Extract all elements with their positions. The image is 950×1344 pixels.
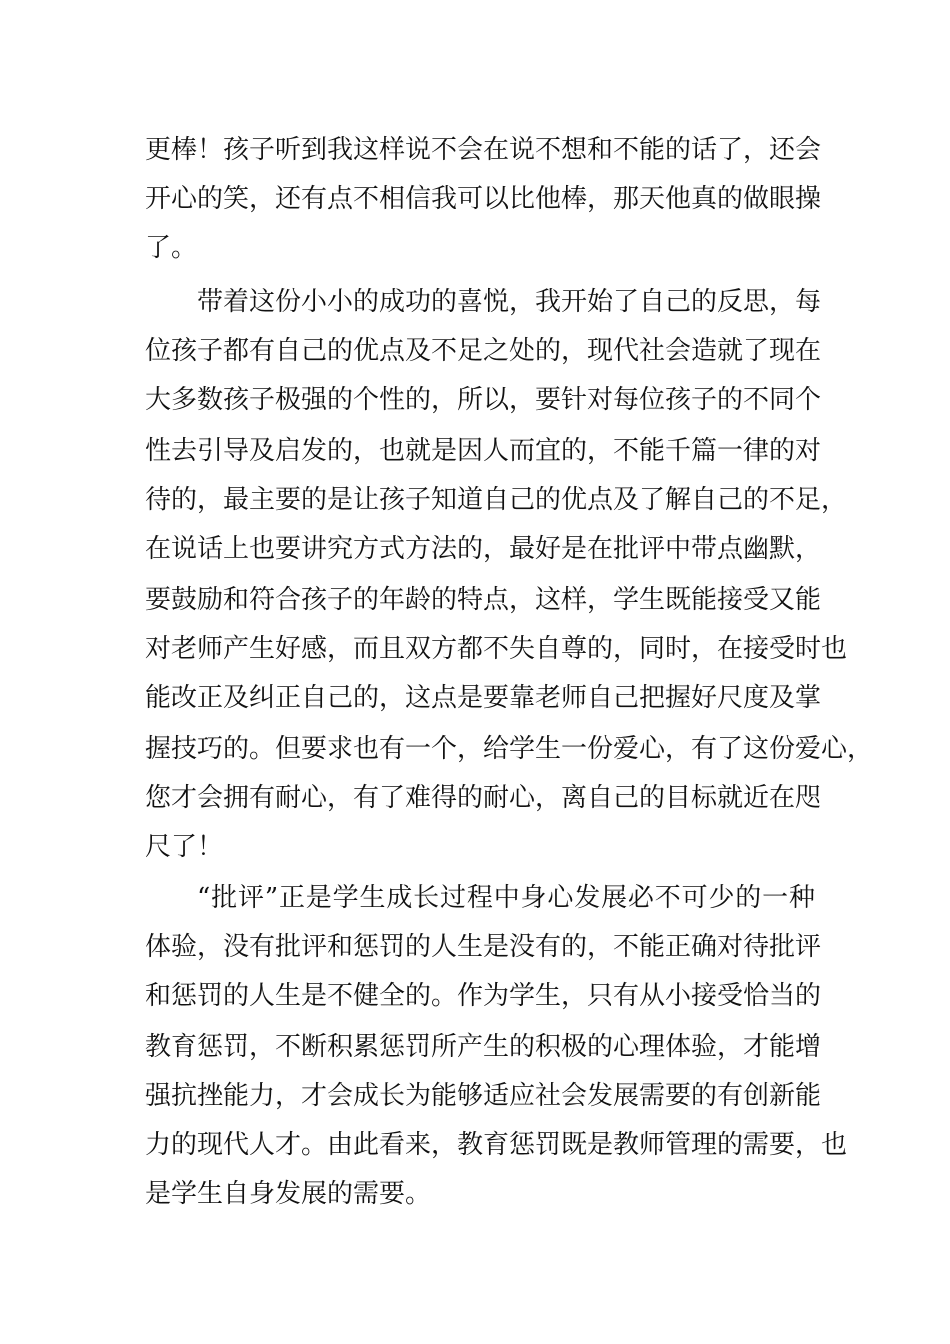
text-line: 是学生自身发展的需要。 <box>145 1179 432 1209</box>
text-line: 您才会拥有耐心，有了难得的耐心，离自己的目标就近在咫 <box>145 783 822 813</box>
text-line: 在说话上也要讲究方式方法的，最好是在批评中带点幽默， <box>145 534 822 564</box>
text-line: 力的现代人才。由此看来，教育惩罚既是教师管理的需要，也 <box>145 1130 848 1160</box>
text-line: 了。 <box>145 233 198 263</box>
text-line: 体验，没有批评和惩罚的人生是没有的，不能正确对待批评 <box>145 932 822 962</box>
text-line: 更棒！孩子听到我这样说不会在说不想和不能的话了，还会 <box>145 135 822 165</box>
paragraph-first-line: “批评”正是学生成长过程中身心发展必不可少的一种 <box>197 883 815 913</box>
text-line: 能改正及纠正自己的，这点是要靠老师自己把握好尺度及掌 <box>145 683 822 713</box>
text-line: 待的，最主要的是让孩子知道自己的优点及了解自己的不足， <box>145 485 848 515</box>
text-line: 开心的笑，还有点不相信我可以比他棒，那天他真的做眼操 <box>145 184 822 214</box>
text-line: 要鼓励和符合孩子的年龄的特点，这样，学生既能接受又能 <box>145 585 822 615</box>
text-line: 教育惩罚，不断积累惩罚所产生的积极的心理体验，才能增 <box>145 1032 822 1062</box>
paragraph-first-line: 带着这份小小的成功的喜悦，我开始了自己的反思，每 <box>197 287 822 317</box>
text-line: 握技巧的。但要求也有一个，给学生一份爱心，有了这份爱心， <box>145 734 874 764</box>
text-line: 尺了！ <box>145 832 224 862</box>
text-line: 性去引导及启发的，也就是因人而宜的，不能千篇一律的对 <box>145 436 822 466</box>
text-line: 强抗挫能力，才会成长为能够适应社会发展需要的有创新能 <box>145 1081 822 1111</box>
text-line: 位孩子都有自己的优点及不足之处的，现代社会造就了现在 <box>145 336 822 366</box>
text-line: 和惩罚的人生是不健全的。作为学生，只有从小接受恰当的 <box>145 981 822 1011</box>
text-line: 对老师产生好感，而且双方都不失自尊的，同时，在接受时也 <box>145 634 848 664</box>
text-line: 大多数孩子极强的个性的，所以，要针对每位孩子的不同个 <box>145 385 822 415</box>
